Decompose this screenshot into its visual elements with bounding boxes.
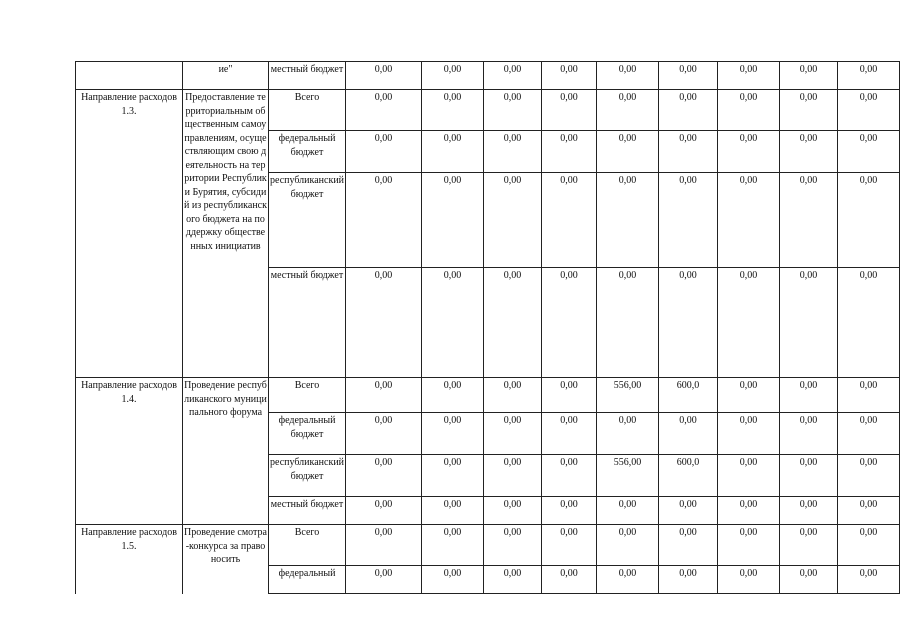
amount-cell: 0,00 <box>346 173 422 268</box>
amount-cell: 0,00 <box>659 566 718 594</box>
amount-cell: 0,00 <box>422 525 484 566</box>
amount-cell: 0,00 <box>780 90 838 131</box>
amount-cell: 0,00 <box>422 497 484 525</box>
funding-source: республиканский бюджет <box>269 173 346 268</box>
amount-cell: 0,00 <box>542 131 597 173</box>
amount-cell: 0,00 <box>659 131 718 173</box>
amount-cell: 0,00 <box>484 173 542 268</box>
amount-cell: 0,00 <box>484 525 542 566</box>
amount-cell: 0,00 <box>780 62 838 90</box>
table-body <box>76 62 900 594</box>
amount-cell: 0,00 <box>838 90 900 131</box>
amount-cell: 0,00 <box>346 525 422 566</box>
amount-cell: 0,00 <box>346 497 422 525</box>
amount-cell: 0,00 <box>346 90 422 131</box>
amount-cell: 0,00 <box>542 378 597 413</box>
amount-cell: 0,00 <box>659 497 718 525</box>
amount-cell: 0,00 <box>659 268 718 378</box>
amount-cell: 0,00 <box>597 173 659 268</box>
amount-cell: 0,00 <box>838 525 900 566</box>
amount-cell: 0,00 <box>346 62 422 90</box>
amount-cell: 556,00 <box>597 455 659 497</box>
amount-cell: 0,00 <box>838 378 900 413</box>
amount-cell: 0,00 <box>838 173 900 268</box>
amount-cell: 0,00 <box>718 378 780 413</box>
amount-cell: 0,00 <box>542 413 597 455</box>
amount-cell: 600,0 <box>659 455 718 497</box>
amount-cell: 0,00 <box>484 455 542 497</box>
amount-cell: 0,00 <box>838 455 900 497</box>
amount-cell: 0,00 <box>597 90 659 131</box>
funding-source: местный бюджет <box>269 268 346 378</box>
amount-cell: 0,00 <box>422 268 484 378</box>
amount-cell: 0,00 <box>422 131 484 173</box>
amount-cell: 0,00 <box>780 131 838 173</box>
amount-cell: 0,00 <box>838 413 900 455</box>
amount-cell: 0,00 <box>422 413 484 455</box>
amount-cell: 0,00 <box>542 268 597 378</box>
amount-cell: 0,00 <box>484 378 542 413</box>
amount-cell: 0,00 <box>838 131 900 173</box>
table-row <box>76 378 900 413</box>
amount-cell: 0,00 <box>422 90 484 131</box>
amount-cell: 600,0 <box>659 378 718 413</box>
table-row <box>76 62 900 90</box>
amount-cell: 0,00 <box>718 173 780 268</box>
amount-cell: 0,00 <box>484 90 542 131</box>
amount-cell: 0,00 <box>718 455 780 497</box>
amount-cell: 0,00 <box>542 173 597 268</box>
funding-source: местный бюджет <box>269 497 346 525</box>
amount-cell: 0,00 <box>780 497 838 525</box>
amount-cell: 0,00 <box>780 566 838 594</box>
amount-cell: 0,00 <box>422 455 484 497</box>
amount-cell: 0,00 <box>542 566 597 594</box>
amount-cell: 0,00 <box>346 378 422 413</box>
amount-cell: 0,00 <box>346 268 422 378</box>
amount-cell: 0,00 <box>484 566 542 594</box>
amount-cell: 0,00 <box>780 413 838 455</box>
funding-source: федеральный бюджет <box>269 413 346 455</box>
expense-direction-code: Направление расходов 1.5. <box>76 525 183 594</box>
amount-cell: 556,00 <box>597 378 659 413</box>
amount-cell: 0,00 <box>718 268 780 378</box>
funding-source: Всего <box>269 90 346 131</box>
amount-cell: 0,00 <box>838 62 900 90</box>
amount-cell: 0,00 <box>780 268 838 378</box>
amount-cell: 0,00 <box>597 413 659 455</box>
expense-direction-code <box>76 62 183 90</box>
amount-cell: 0,00 <box>597 268 659 378</box>
amount-cell: 0,00 <box>838 497 900 525</box>
amount-cell: 0,00 <box>659 90 718 131</box>
funding-source: федеральный бюджет <box>269 131 346 173</box>
amount-cell: 0,00 <box>718 131 780 173</box>
amount-cell: 0,00 <box>718 497 780 525</box>
amount-cell: 0,00 <box>659 62 718 90</box>
amount-cell: 0,00 <box>484 268 542 378</box>
funding-source: республиканский бюджет <box>269 455 346 497</box>
amount-cell: 0,00 <box>542 497 597 525</box>
amount-cell: 0,00 <box>484 131 542 173</box>
amount-cell: 0,00 <box>780 378 838 413</box>
amount-cell: 0,00 <box>659 525 718 566</box>
amount-cell: 0,00 <box>422 566 484 594</box>
amount-cell: 0,00 <box>346 566 422 594</box>
amount-cell: 0,00 <box>484 62 542 90</box>
amount-cell: 0,00 <box>597 131 659 173</box>
amount-cell: 0,00 <box>597 525 659 566</box>
amount-cell: 0,00 <box>659 173 718 268</box>
amount-cell: 0,00 <box>718 62 780 90</box>
amount-cell: 0,00 <box>542 62 597 90</box>
amount-cell: 0,00 <box>780 173 838 268</box>
amount-cell: 0,00 <box>346 413 422 455</box>
expense-direction-code: Направление расходов 1.4. <box>76 378 183 525</box>
amount-cell: 0,00 <box>422 173 484 268</box>
funding-source: Всего <box>269 525 346 566</box>
amount-cell: 0,00 <box>718 525 780 566</box>
amount-cell: 0,00 <box>484 413 542 455</box>
amount-cell: 0,00 <box>718 413 780 455</box>
amount-cell: 0,00 <box>718 566 780 594</box>
amount-cell: 0,00 <box>542 90 597 131</box>
amount-cell: 0,00 <box>659 413 718 455</box>
expense-direction-code: Направление расходов 1.3. <box>76 90 183 378</box>
amount-cell: 0,00 <box>838 566 900 594</box>
expense-direction-name: Проведение республиканского муниципального форума <box>183 378 269 525</box>
amount-cell: 0,00 <box>780 455 838 497</box>
amount-cell: 0,00 <box>597 566 659 594</box>
amount-cell: 0,00 <box>484 497 542 525</box>
amount-cell: 0,00 <box>780 525 838 566</box>
expense-direction-name: ие" <box>183 62 269 90</box>
table-row <box>76 525 900 566</box>
amount-cell: 0,00 <box>346 131 422 173</box>
funding-source: федеральный <box>269 566 346 594</box>
expense-direction-name: Проведение смотра-конкурса за право носить <box>183 525 269 594</box>
amount-cell: 0,00 <box>718 90 780 131</box>
amount-cell: 0,00 <box>422 378 484 413</box>
amount-cell: 0,00 <box>597 62 659 90</box>
funding-source: местный бюджет <box>269 62 346 90</box>
amount-cell: 0,00 <box>542 525 597 566</box>
amount-cell: 0,00 <box>346 455 422 497</box>
amount-cell: 0,00 <box>597 497 659 525</box>
funding-source: Всего <box>269 378 346 413</box>
expense-table <box>75 61 900 594</box>
amount-cell: 0,00 <box>422 62 484 90</box>
expense-direction-name: Предоставление территориальным общественным самоуправлениям, осуществляющим свою деятельность на территории Республики Бурятия, субсидий из республиканского бюджета на поддержку общественных инициатив <box>183 90 269 378</box>
amount-cell: 0,00 <box>542 455 597 497</box>
table-row <box>76 90 900 131</box>
amount-cell: 0,00 <box>838 268 900 378</box>
